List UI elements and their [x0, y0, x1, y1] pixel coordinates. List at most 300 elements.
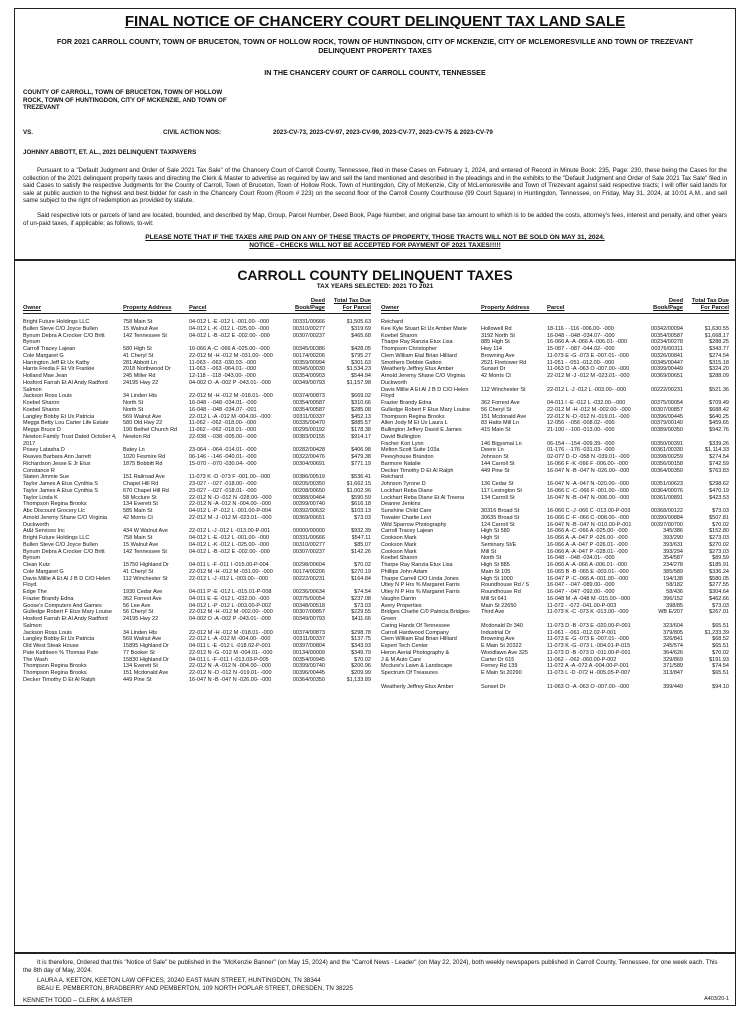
- deed-cell: 00379/00140: [650, 420, 683, 427]
- due-cell: $914.17: [351, 433, 371, 440]
- due-cell: $942.76: [709, 427, 729, 433]
- table-row: [381, 670, 729, 677]
- table-row: [23, 603, 371, 610]
- due-cell: $65.51: [712, 670, 729, 676]
- parcel-cell: 16-066 C -F -066 C -008.00- -000: [547, 514, 629, 521]
- owner-cell: Pate Kathleen % Thomas Pate: [23, 649, 99, 656]
- table-row: [23, 373, 371, 380]
- parcel-cell: 04-012 L -P -012 L -001.00-P-004: [189, 508, 272, 514]
- due-cell: $200.96: [351, 663, 371, 670]
- parcel-cell: 04-011 L -E -012 L -018.02-P-001: [189, 643, 271, 649]
- table-row: [381, 468, 729, 482]
- table-row: [381, 576, 729, 583]
- address-cell: 112 Winchester St: [481, 386, 526, 393]
- owner-cell: Jackson Ross Louis: [23, 629, 72, 636]
- table-row: [381, 522, 729, 529]
- owner-cell: Richardson Jesse E Jr Etux Constance R: [23, 460, 91, 474]
- table-row: [23, 481, 371, 488]
- deed-cell: 00396/00445: [650, 413, 683, 420]
- deed-cell: 00350/00391: [650, 440, 683, 447]
- attorney-line-1: LAURA A. KEETON, KEETON LAW OFFICES, 20240 EAST MAIN STREET, HUNTINGDON, TN 38344: [37, 977, 321, 984]
- due-cell: $452.13: [351, 413, 371, 420]
- address-cell: 580 High St: [123, 346, 152, 352]
- parcel-cell: 04-012 L -P -012 L -003.00-P-002: [189, 602, 272, 609]
- owner-cell: Holland Mae Jean: [23, 373, 68, 379]
- parcel-cell: 11-063 - -063 -030.03- -000: [189, 359, 257, 366]
- owner-cell: Lockhart Reba Diane Et Al Treena Deanne Jenkins: [381, 494, 465, 508]
- clerk-signature: KENNETH TODD – CLERK & MASTER: [23, 997, 133, 1004]
- table-row: [23, 447, 371, 454]
- address-cell: Woodlawn Ave 325: [481, 649, 528, 656]
- address-cell: Browning Ave: [481, 352, 515, 359]
- address-cell: 136 Cedar St: [481, 481, 514, 487]
- due-cell: $616.18: [351, 501, 371, 508]
- due-cell: $68.52: [712, 636, 729, 643]
- due-cell: $932.39: [351, 528, 371, 535]
- due-cell: $590.59: [351, 494, 371, 501]
- owner-cell: Hosford Farrah Et Al Andy Radford Salmon: [23, 379, 108, 393]
- owner-cell: Decker Timothy D Et Al Ralph Reichard: [381, 467, 454, 481]
- deed-cell: 00349/00793: [292, 379, 325, 386]
- owner-cell: Vaughn Darrin: [381, 595, 417, 602]
- parcel-cell: 06-154 - -154 -009.39- -000: [547, 440, 615, 447]
- address-header: Property Address: [123, 305, 172, 311]
- address-cell: 758 Main St: [123, 319, 153, 325]
- table-row: [381, 360, 729, 367]
- deed-cell: 00354/00587: [650, 332, 683, 339]
- table-row: [381, 420, 729, 427]
- address-cell: 3192 North St: [481, 332, 515, 339]
- table-row: [381, 528, 729, 535]
- order-paragraph: Pursuant to a "Default Judgment and Order of Sale 2021 Tax Sale" of the Chancery Court of Carroll County, Tennessee, filed in these Cases on February 1, 2024, and entered of Record in Minute Book: 235, Page: 230, these being the Cases for the collection of the 2021 delinquent property taxes and directing the Clerk & Master to advertise as required by law and sell the land mentioned and described in the pleadings and in the exhibits to the "Default Judgment and Order of Sale 2021 Tax Sale" filed in said Cases to satisfy the respective Judgments for the County of Carroll, Town of Bruceton, Town of Hollow Rock, Town of Huntingdon, City of McKenzie, City of McLemoresville and Town of Trezevant against said respective tracts; I will offer said lands for sale at public auction to the highest and best bidder for cash in the Chancery Court Room (Room # 223) on the second floor of the Carroll County Courthouse (99 Court Square) in Huntingdon, Tennessee, on Friday, May 31, 2024, at 10:01 A.M., and sell same subject to the right of redemption as provided by statute.: [23, 167, 727, 205]
- deed-cell: 00364/00350: [292, 676, 325, 683]
- parcel-cell: 22-012 M -J -012 M -023.01- -000: [547, 373, 630, 379]
- table-row: [23, 319, 371, 326]
- owner-cell: Arnold Jeremy Shane C/O Virginia Duckworth: [381, 373, 465, 386]
- owner-cell: Tharpe Ray Ranzia Etux Lisa: [381, 339, 453, 346]
- due-cell: $89.59: [712, 555, 729, 562]
- due-cell: $142.26: [351, 548, 371, 555]
- address-cell: North St: [123, 406, 144, 413]
- deed-cell: 00307/00857: [650, 406, 683, 413]
- parcel-cell: 04-012 L -K -012 L -025.00- -000: [189, 325, 270, 332]
- due-cell: $315.18: [709, 359, 729, 366]
- address-cell: 569 Walnut Ave: [123, 636, 162, 643]
- address-header: Property Address: [481, 305, 530, 311]
- parcel-cell: 11-073 L -D -072 H -005.05-P-007: [547, 670, 631, 676]
- right-rows: [381, 319, 729, 690]
- deed-cell: 00208/00650: [292, 487, 325, 494]
- table-row: [381, 366, 729, 373]
- parcel-cell: 11-063 O -A -063 O -007.00- -000: [547, 683, 630, 690]
- owner-cell: Phillips John Adam: [381, 568, 428, 575]
- table-row: [381, 441, 729, 448]
- deed-cell: 393/631: [663, 541, 683, 548]
- deed-cell: 00349/00793: [292, 616, 325, 622]
- owner-cell: Carroll Tracey Lajean: [23, 346, 76, 352]
- deed-cell: 00335/00470: [292, 420, 325, 427]
- owner-cell: Gulledge Robert F Etux Mary Louise: [23, 609, 112, 616]
- table-row: [23, 333, 371, 347]
- deed-cell: 393/290: [663, 535, 683, 541]
- owner-cell: Harris Fredia F Et Vir Frankie: [23, 366, 95, 373]
- address-cell: 569 Walnut Ave: [123, 413, 162, 420]
- deed-cell: 00399/00449: [650, 366, 683, 373]
- due-cell: $688.42: [709, 406, 729, 413]
- owner-cell: Reichard: [381, 319, 404, 325]
- address-cell: Mill St: [481, 548, 496, 555]
- owner-cell: Taylor James A Etux Cynthia S: [23, 481, 98, 487]
- table-row: [381, 387, 729, 401]
- table-row: [23, 508, 371, 515]
- deed-cell: 00304/00691: [292, 460, 325, 467]
- deed-cell: 00398/00259: [650, 454, 683, 460]
- deed-cell: 00388/00464: [292, 494, 325, 501]
- due-cell: $209.99: [351, 670, 371, 676]
- deed-cell: 00331/00666: [292, 319, 325, 325]
- table-row: [381, 319, 729, 326]
- address-cell: 124 Carroll St: [481, 521, 515, 528]
- deed-cell: 00174/00206: [292, 352, 325, 359]
- due-cell: $229.55: [351, 609, 371, 616]
- left-rows: [23, 319, 371, 684]
- due-cell: $1,002.96: [346, 487, 371, 494]
- due-cell: $669.02: [351, 393, 371, 400]
- address-cell: 190 Bethel Church Rd: [123, 427, 178, 433]
- address-cell: 56 Cheryl St: [123, 609, 154, 616]
- owner-cell: Utley N P Hrs % Margaret Farris: [381, 589, 460, 595]
- parcel-cell: 04-012 L -K -012 L -025.00- -000: [189, 541, 270, 548]
- parcel-cell: 01-176 - -176 -031.03- -000: [547, 447, 615, 454]
- owner-cell: Davis Millie A Et Al J B D C/O Helen Floyd: [23, 575, 111, 589]
- owner-cell: Caring Hands Of Tennessee: [381, 622, 450, 629]
- table-row: [23, 407, 371, 414]
- due-cell: $1,662.15: [346, 481, 371, 487]
- address-cell: High St 885: [481, 562, 510, 568]
- address-cell: Chapel Hill Rd: [123, 481, 159, 487]
- address-cell: North St: [123, 400, 144, 406]
- table-row: [381, 569, 729, 576]
- table-row: [23, 434, 371, 448]
- parcel-cell: 23-027 - -027 -018.01- -000: [189, 487, 257, 494]
- parcel-cell: 11-072 - -072 -041.00-P-003: [547, 602, 617, 609]
- address-cell: 142 Tennessee St: [123, 332, 167, 339]
- address-cell: Deere Ln: [481, 447, 504, 454]
- address-cell: Mcdonald Dr 340: [481, 622, 523, 629]
- parcel-cell: 11-073 E -G -073 E -007.01- -000: [547, 636, 629, 643]
- address-cell: 146 Bigysmal Ln: [481, 440, 522, 447]
- due-cell: $137.75: [351, 636, 371, 643]
- parcel-cell: 23-064 - -064 -014.01- -000: [189, 447, 257, 454]
- deed-cell: 00298/00604: [292, 562, 325, 568]
- deed-cell: 00397/00804: [292, 643, 325, 649]
- address-cell: 112 Winchester St: [123, 575, 168, 582]
- deed-cell: 00342/00094: [650, 325, 683, 332]
- due-cell: $152.80: [709, 528, 729, 535]
- parcel-cell: 22-012 L -J -012 L -003.00- -000: [547, 386, 627, 393]
- ad-code: A403/20-1: [704, 996, 729, 1002]
- parcel-cell: 11-062 - -062 -018.01- -000: [189, 427, 257, 433]
- deed-cell: 399/449: [663, 683, 683, 690]
- due-cell: $74.54: [354, 589, 371, 595]
- deed-cell: 00310/00277: [292, 541, 325, 548]
- table-row: [23, 346, 371, 353]
- parcel-cell: 22-012 M -H -012 M -031.00- -000: [189, 352, 273, 359]
- parcel-cell: 21-100 - -100 -013.00- -000: [547, 427, 615, 433]
- address-cell: 2521 Firetower Rd: [481, 359, 527, 366]
- due-header: Total Tax Due For Parcel: [691, 298, 729, 311]
- parcel-cell: 18-116 - -116 -006.00- -000: [547, 325, 614, 332]
- list-subtitle: TAX YEARS SELECTED: 2021 TO 2021: [316, 283, 434, 290]
- deed-cell: 00205/00350: [292, 481, 325, 487]
- table-row: [381, 643, 729, 650]
- address-cell: 58 Mcclure St: [123, 494, 157, 501]
- owner-cell: Heron Aerial Photography &: [381, 649, 450, 656]
- owner-cell: At&t Services Inc: [23, 528, 65, 535]
- address-cell: 15895 Highland Dr: [123, 643, 169, 649]
- table-row: [381, 427, 729, 441]
- address-cell: 15750 Highland Dr: [123, 562, 169, 568]
- address-cell: 117 Lexington St: [481, 487, 522, 494]
- table-row: [23, 596, 371, 603]
- deed-cell: 00310/00277: [292, 325, 325, 332]
- table-row: [23, 562, 371, 569]
- parcel-cell: 04-011 I -E -012 L -032.00- -000: [547, 400, 626, 406]
- due-cell: $459.65: [709, 420, 729, 427]
- parcel-cell: 16-048 - -048 -034.07- -000: [547, 332, 615, 339]
- parcel-cell: 22-012 N -D -012 N -019.01- -000: [189, 670, 272, 676]
- owner-cell: Towater Charlie Levi: [381, 514, 431, 521]
- table-row: [23, 616, 371, 630]
- owner-cell: Clean Kutz: [23, 562, 50, 568]
- parcel-cell: 22-012 M -H -012 M -031.00- -000: [189, 568, 273, 575]
- deed-cell: 00236/00634: [292, 589, 325, 595]
- due-cell: $73.03: [354, 602, 371, 609]
- parcel-cell: 12-056 - -056 -008.02- -000: [547, 420, 615, 427]
- parcel-cell: 15-070 - -070 -030.04- -000: [189, 460, 257, 467]
- table-row: [23, 454, 371, 461]
- parcel-cell: 16-047 N -B -047 N -026.00- -000: [189, 676, 272, 683]
- owner-cell: Arnold Jeremy Shane C/O Virginia Duckworth: [23, 514, 107, 528]
- parcel-cell: 16-048 - -048 -034.01- -000: [547, 555, 615, 562]
- owner-cell: Decker Timothy D Et Al Ralph: [23, 676, 96, 683]
- address-cell: Roundhouse Rd: [481, 589, 521, 595]
- table-row: [23, 495, 371, 502]
- deed-cell: 00345/00447: [650, 359, 683, 366]
- table-row: [23, 576, 371, 590]
- due-cell: $273.03: [709, 535, 729, 541]
- address-cell: 42 Morris Ct: [481, 373, 511, 379]
- deed-cell: 00383/00155: [292, 433, 325, 440]
- checks-notice: NOTICE - CHECKS WILL NOT BE ACCEPTED FOR PAYMENT OF 2021 TAXES!!!!!: [249, 242, 501, 249]
- table-row: [23, 589, 371, 596]
- address-cell: 670 Chapel Hill Rd: [123, 487, 169, 494]
- due-cell: $423.53: [709, 494, 729, 501]
- left-column: [23, 293, 371, 684]
- parcel-cell: 11-073 K -D -073 F -001.00- -000: [189, 474, 271, 481]
- parcel-cell: 11-073 D -B -073 D -011.00-P-001: [547, 649, 631, 656]
- deed-cell: 00374/00873: [292, 629, 325, 636]
- address-cell: 449 Pine St: [123, 676, 152, 683]
- court-name: IN THE CHANCERY COURT OF CARROLL COUNTY, TENNESSEE: [264, 68, 486, 77]
- parcel-cell: 22-012 M -J -012 M -023.01- -000: [189, 514, 272, 521]
- owner-cell: Harrington Jeff Et Ux Kathy: [23, 359, 90, 366]
- table-row: [23, 643, 371, 650]
- address-cell: 56 Cheryl St: [481, 406, 512, 413]
- parcel-cell: 22-012 L -J -012 L -003.00- -000: [189, 575, 269, 582]
- owner-cell: Clem William Etal Brian Hilliard: [381, 636, 457, 643]
- civil-action-label: CIVIL ACTION NOS:: [163, 129, 222, 136]
- owner-cell: Newton Family Trust Dated October 4, 2017: [23, 433, 117, 447]
- owner-cell: Bullen Steve C/O Joyce Bullen: [23, 325, 98, 332]
- due-cell: $70.02: [712, 521, 729, 528]
- due-cell: $270.19: [351, 568, 371, 575]
- owner-cell: Mcclure's Lawn & Landscape: [381, 663, 453, 670]
- table-row: [23, 636, 371, 643]
- parcel-cell: 11-073 D -B -073 E -020.00-P-001: [547, 622, 631, 629]
- table-row: [381, 447, 729, 454]
- address-cell: North St: [481, 555, 502, 562]
- deed-cell: 354/587: [663, 555, 683, 562]
- due-cell: $65.51: [712, 622, 729, 629]
- address-cell: Johnson St: [481, 454, 509, 460]
- deed-cell: 345/386: [663, 528, 683, 535]
- owner-cell: Melton Scott Suite 103a: [381, 447, 440, 454]
- due-cell: $1,133.89: [346, 676, 371, 683]
- due-cell: $462.66: [709, 595, 729, 602]
- due-cell: $470.19: [709, 487, 729, 494]
- due-cell: $336.24: [709, 568, 729, 575]
- table-row: [23, 657, 371, 664]
- owner-cell: Gulledge Robert F Etux Mary Louise: [381, 406, 470, 413]
- table-row: [381, 333, 729, 340]
- deed-cell: 00345/00030: [292, 366, 325, 373]
- defendants: JOHNNY ABBOTT, ET. AL., 2021 DELINQUENT TAXPAYERS: [23, 149, 197, 156]
- owner-cell: Fischer Kori Lynn: [381, 440, 424, 447]
- due-cell: $164.84: [351, 575, 371, 582]
- table-row: [381, 495, 729, 509]
- owner-cell: Thompson Regina Brooks: [23, 501, 87, 508]
- owner-cell: Jackson Ross Louis: [23, 393, 72, 400]
- parcel-cell: 11-063 - -063 -064.01- -000: [189, 366, 257, 373]
- table-row: [381, 623, 729, 630]
- due-cell: $274.54: [709, 454, 729, 460]
- owner-cell: Tharpe Carrell C/O Linda Jones: [381, 575, 459, 582]
- deed-cell: 00368/00122: [650, 508, 683, 514]
- owner-cell: Staten Jimmie Sue: [23, 474, 70, 481]
- parcel-cell: 22-012 N -D -012 N -028.00- -000: [189, 494, 272, 501]
- table-row: [23, 569, 371, 576]
- table-row: [23, 670, 371, 677]
- parcel-cell: 11-073 E -G -073 E -007.01- -000: [547, 352, 629, 359]
- due-cell: $85.07: [354, 541, 371, 548]
- deed-cell: 364/626: [663, 649, 683, 656]
- address-cell: Seminary St/E: [481, 541, 517, 548]
- parcel-cell: 11-073 K -C -073 K -013.00- -000: [547, 609, 629, 616]
- address-cell: 144 Carroll St: [481, 460, 515, 467]
- due-cell: $640.25: [709, 413, 729, 420]
- divider: [15, 259, 735, 261]
- due-cell: $191.93: [709, 656, 729, 663]
- deed-cell: 00374/00873: [292, 393, 325, 400]
- table-row: [381, 407, 729, 414]
- deed-cell: 00389/00350: [650, 427, 683, 433]
- due-cell: $65.51: [712, 643, 729, 649]
- address-cell: Main St 105: [481, 568, 511, 575]
- due-cell: $580.05: [709, 575, 729, 582]
- due-cell: $319.69: [351, 325, 371, 332]
- due-cell: $411.66: [351, 616, 371, 622]
- due-cell: $288.25: [709, 339, 729, 346]
- owner-cell: Koebel Sharon: [381, 555, 418, 562]
- parcel-cell: 04-011 L -F -011 I -015.00-P-004: [189, 562, 269, 568]
- owner-cell: Goose's Computers And Games: [23, 602, 102, 609]
- parcel-cell: 04-011 P -E -012 L -015.01-P-008: [189, 589, 272, 595]
- due-cell: $521.36: [709, 386, 729, 393]
- address-cell: 24195 Hwy 22: [123, 379, 159, 386]
- parcel-cell: 22-012 M -H -012 M -002.00- -000: [189, 609, 273, 616]
- owner-cell: Weatherly Jeffrey Etux Amber: [381, 683, 454, 690]
- owner-cell: Taylor James A Etux Cynthia S: [23, 487, 98, 494]
- due-cell: $709.49: [709, 400, 729, 406]
- parcel-header: Parcel: [189, 305, 207, 311]
- deed-cell: 00311/00337: [293, 636, 325, 643]
- owner-cell: Bullen Steve C/O Joyce Bullen: [23, 541, 98, 548]
- due-cell: $70.02: [354, 656, 371, 663]
- deed-cell: 00375/00054: [292, 595, 325, 602]
- address-cell: 415 Main St: [481, 427, 511, 433]
- address-cell: 56 Lee Ave: [123, 602, 151, 609]
- table-row: [23, 400, 371, 407]
- deed-cell: 00307/00237: [292, 332, 325, 339]
- due-cell: $1,157.98: [346, 379, 371, 386]
- owner-cell: Langley Bobby Et Ux Patricia: [23, 413, 95, 420]
- address-cell: Carter Dr 615: [481, 656, 515, 663]
- due-cell: $73.03: [712, 508, 729, 514]
- owner-cell: Thompson Regina Brooks: [23, 670, 87, 676]
- parcel-cell: 22-012 M -H -012 M -018.01- -000: [189, 629, 273, 636]
- parcel-cell: 16-047 - -047 -089.00- -000: [547, 582, 615, 589]
- owner-cell: Hosford Farrah Et Al Andy Radford Salmon: [23, 616, 108, 629]
- parcel-cell: 04-012 L -E -012 L -001.00- -000: [189, 319, 270, 325]
- parcel-cell: 22-012 L -J -012 L -013.00-P-001: [189, 528, 271, 535]
- deed-header: Deed Book/Page: [295, 298, 325, 311]
- paid-taxes-notice: PLEASE NOTE THAT IF THE TAXES ARE PAID ON ANY OF THESE TRACTS OF PROPERTY, THOSE TRACTS WILL NOT BE SOLD ON MAY 31, 2024.: [145, 234, 605, 241]
- owner-cell: Tharpe Ray Ranzia Etux Lisa: [381, 562, 453, 568]
- parcel-cell: 11-072 A -A -072 A -004.00-P-001: [547, 663, 629, 670]
- address-cell: 41 Cheryl St: [123, 352, 154, 359]
- due-cell: $237.08: [351, 595, 371, 602]
- deed-cell: 00354/00587: [292, 400, 325, 406]
- address-cell: Roundhouse Rd / S: [481, 582, 530, 589]
- address-cell: High St 1000: [481, 575, 513, 582]
- deed-cell: 313/847: [663, 670, 683, 676]
- parcel-cell: 16-066 A -A -047 P -026.00- -000: [547, 535, 628, 541]
- deed-cell: 234/278: [663, 562, 683, 568]
- deed-cell: 00134/00009: [292, 649, 325, 656]
- parcel-cell: 12-118 - -118 -043.00- -000: [189, 373, 256, 379]
- description-paragraph: Said respective lots or parcels of land are located, bounded, and described by Map, Group, Parcel Number, Deed Book, Page Number, and original base tax amount to which is to be added the costs, attorney's fees, interest and penalty, and other years of un-paid taxes, if applicable; as follows, to-wit:: [23, 212, 727, 227]
- divider: [15, 952, 735, 954]
- owner-cell: Frazier Brandy Edna: [23, 595, 74, 602]
- parcel-cell: 23-027 - -027 -018.00- -000: [189, 481, 257, 487]
- address-cell: 151 Railroad Ave: [123, 474, 165, 481]
- table-row: [23, 677, 371, 684]
- deed-cell: 00322/00476: [292, 454, 325, 460]
- address-cell: 34 Linden Hts: [123, 629, 157, 636]
- parcel-cell: 11-062 - -062 -018.00- -000: [189, 420, 257, 427]
- due-cell: $298.62: [709, 481, 729, 487]
